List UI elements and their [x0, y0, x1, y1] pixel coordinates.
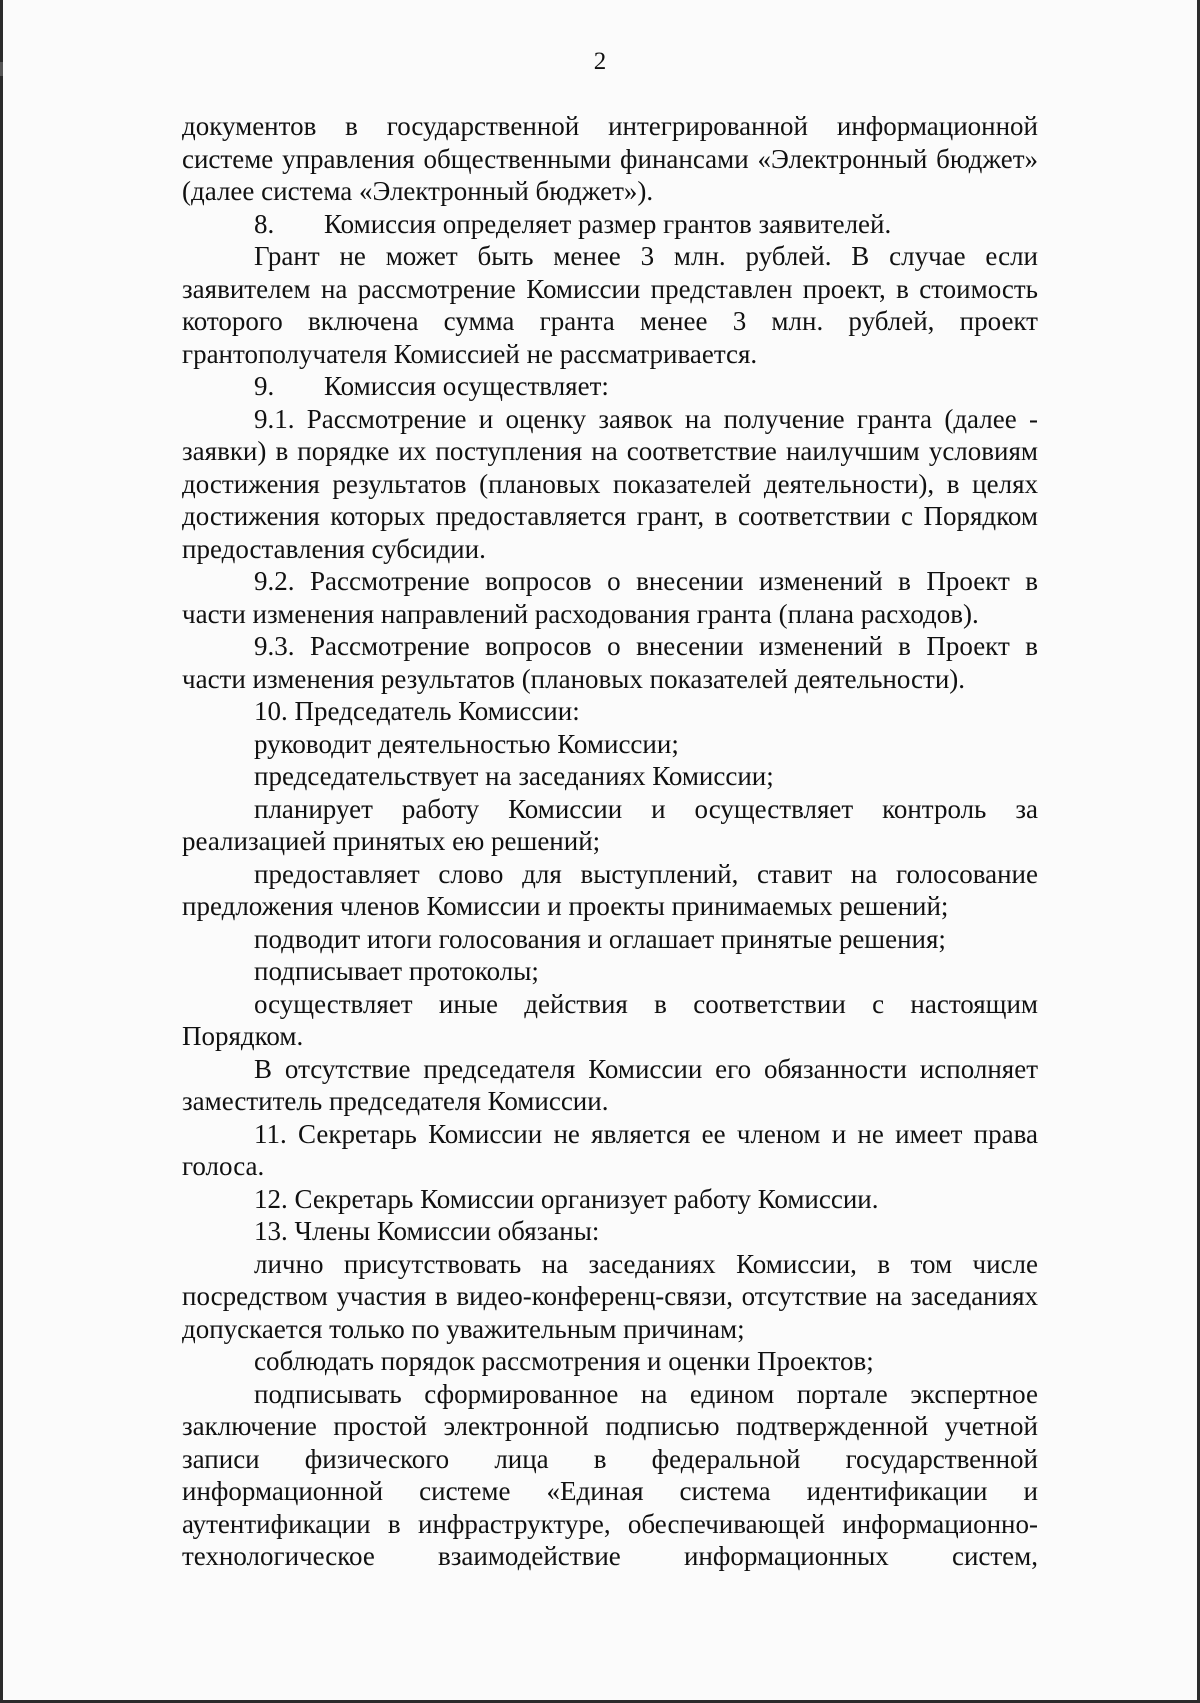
paragraph-text: 13. Члены Комиссии обязаны:	[254, 1216, 600, 1246]
paragraph	[182, 1378, 1038, 1573]
paragraph	[182, 1248, 1038, 1346]
paragraph	[182, 1118, 1038, 1183]
paragraph	[182, 793, 1038, 858]
scan-border-left	[0, 0, 3, 1703]
document-body	[182, 110, 1038, 1573]
paragraph-text: подписывает протоколы;	[254, 956, 539, 986]
paragraph	[182, 955, 1038, 988]
paragraph-text: соблюдать порядок рассмотрения и оценки Проектов;	[254, 1346, 874, 1376]
paragraph-number: 8.	[254, 208, 275, 239]
paragraph	[182, 240, 1038, 370]
paragraph	[182, 760, 1038, 793]
page-number: 2	[593, 48, 607, 75]
paragraph-text: 10. Председатель Комиссии:	[254, 696, 580, 726]
paragraph	[182, 403, 1038, 566]
paragraph	[182, 988, 1038, 1053]
paragraph-text: 9.1. Рассмотрение и оценку заявок на получение гранта (далее - заявки) в порядке их поступления на соответствие наилучшим условиям достижения результатов (плановых показателей деятельности), в целях достижения которых предоставляется грант, в соответствии с Порядком предоставления субсидии.	[182, 403, 1038, 564]
paragraph-text: предоставляет слово для выступлений, ставит на голосование предложения членов Комиссии и проекты принимаемых решений;	[182, 858, 1038, 921]
paragraph-number: 9.	[254, 371, 275, 401]
paragraph	[182, 858, 1038, 923]
paragraph	[182, 923, 1038, 956]
paragraph	[182, 630, 1038, 695]
paragraph	[182, 1183, 1038, 1216]
paragraph	[182, 1053, 1038, 1118]
paragraph	[182, 1345, 1038, 1378]
paragraph-text: планирует работу Комиссии и осуществляет контроль за реализацией принятых ею решений;	[182, 793, 1038, 856]
paragraph	[182, 370, 1038, 403]
paragraph-text: руководит деятельностью Комиссии;	[254, 728, 679, 759]
paragraph	[182, 565, 1038, 630]
paragraph-text: Комиссия осуществляет:	[324, 371, 609, 401]
paragraph-text: В отсутствие председателя Комиссии его обязанности исполняет заместитель председателя Комиссии.	[182, 1053, 1038, 1116]
paragraph-text: 11. Секретарь Комиссии не является ее членом и не имеет права голоса.	[182, 1118, 1038, 1181]
paragraph-text: подводит итоги голосования и оглашает принятые решения;	[254, 923, 946, 954]
paragraph	[182, 728, 1038, 761]
paragraph	[182, 208, 1038, 241]
paragraph-text: осуществляет иные действия в соответствии с настоящим Порядком.	[182, 988, 1038, 1051]
paragraph-text: 9.3. Рассмотрение вопросов о внесении изменений в Проект в части изменения результатов (плановых показателей деятельности).	[182, 631, 1038, 694]
paragraph-text: Комиссия определяет размер грантов заявителей.	[324, 208, 892, 239]
paragraph-text: подписывать сформированное на едином портале экспертное заключение простой электронной подписью подтвержденной учетной записи физического лица в федеральной государственной информационной системе «Единая система идентификации и аутентификации в инфраструктуре, обеспечивающей информационно-технологическое взаимодействие информационных систем,	[182, 1378, 1038, 1571]
paragraph-text: документов в государственной интегрированной информационной системе управления общественными финансами «Электронный бюджет» (далее система «Электронный бюджет»).	[182, 111, 1038, 206]
paragraph	[182, 695, 1038, 728]
paragraph	[182, 110, 1038, 208]
paragraph-text: лично присутствовать на заседаниях Комиссии, в том числе посредством участия в видео-конференц-связи, отсутствие на заседаниях допускается только по уважительным причинам;	[182, 1248, 1038, 1344]
paragraph-text: председательствует на заседаниях Комиссии;	[254, 761, 774, 791]
paragraph	[182, 1215, 1038, 1248]
paragraph-text: 12. Секретарь Комиссии организует работу Комиссии.	[254, 1183, 879, 1214]
paragraph-text: Грант не может быть менее 3 млн. рублей. В случае если заявителем на рассмотрение Комиссии представлен проект, в стоимость которого включена сумма гранта менее 3 млн. рублей, проект грантополучателя Комиссией не рассматривается.	[182, 241, 1038, 369]
paragraph-text: 9.2. Рассмотрение вопросов о внесении изменений в Проект в части изменения направлений расходования гранта (плана расходов).	[182, 566, 1038, 629]
